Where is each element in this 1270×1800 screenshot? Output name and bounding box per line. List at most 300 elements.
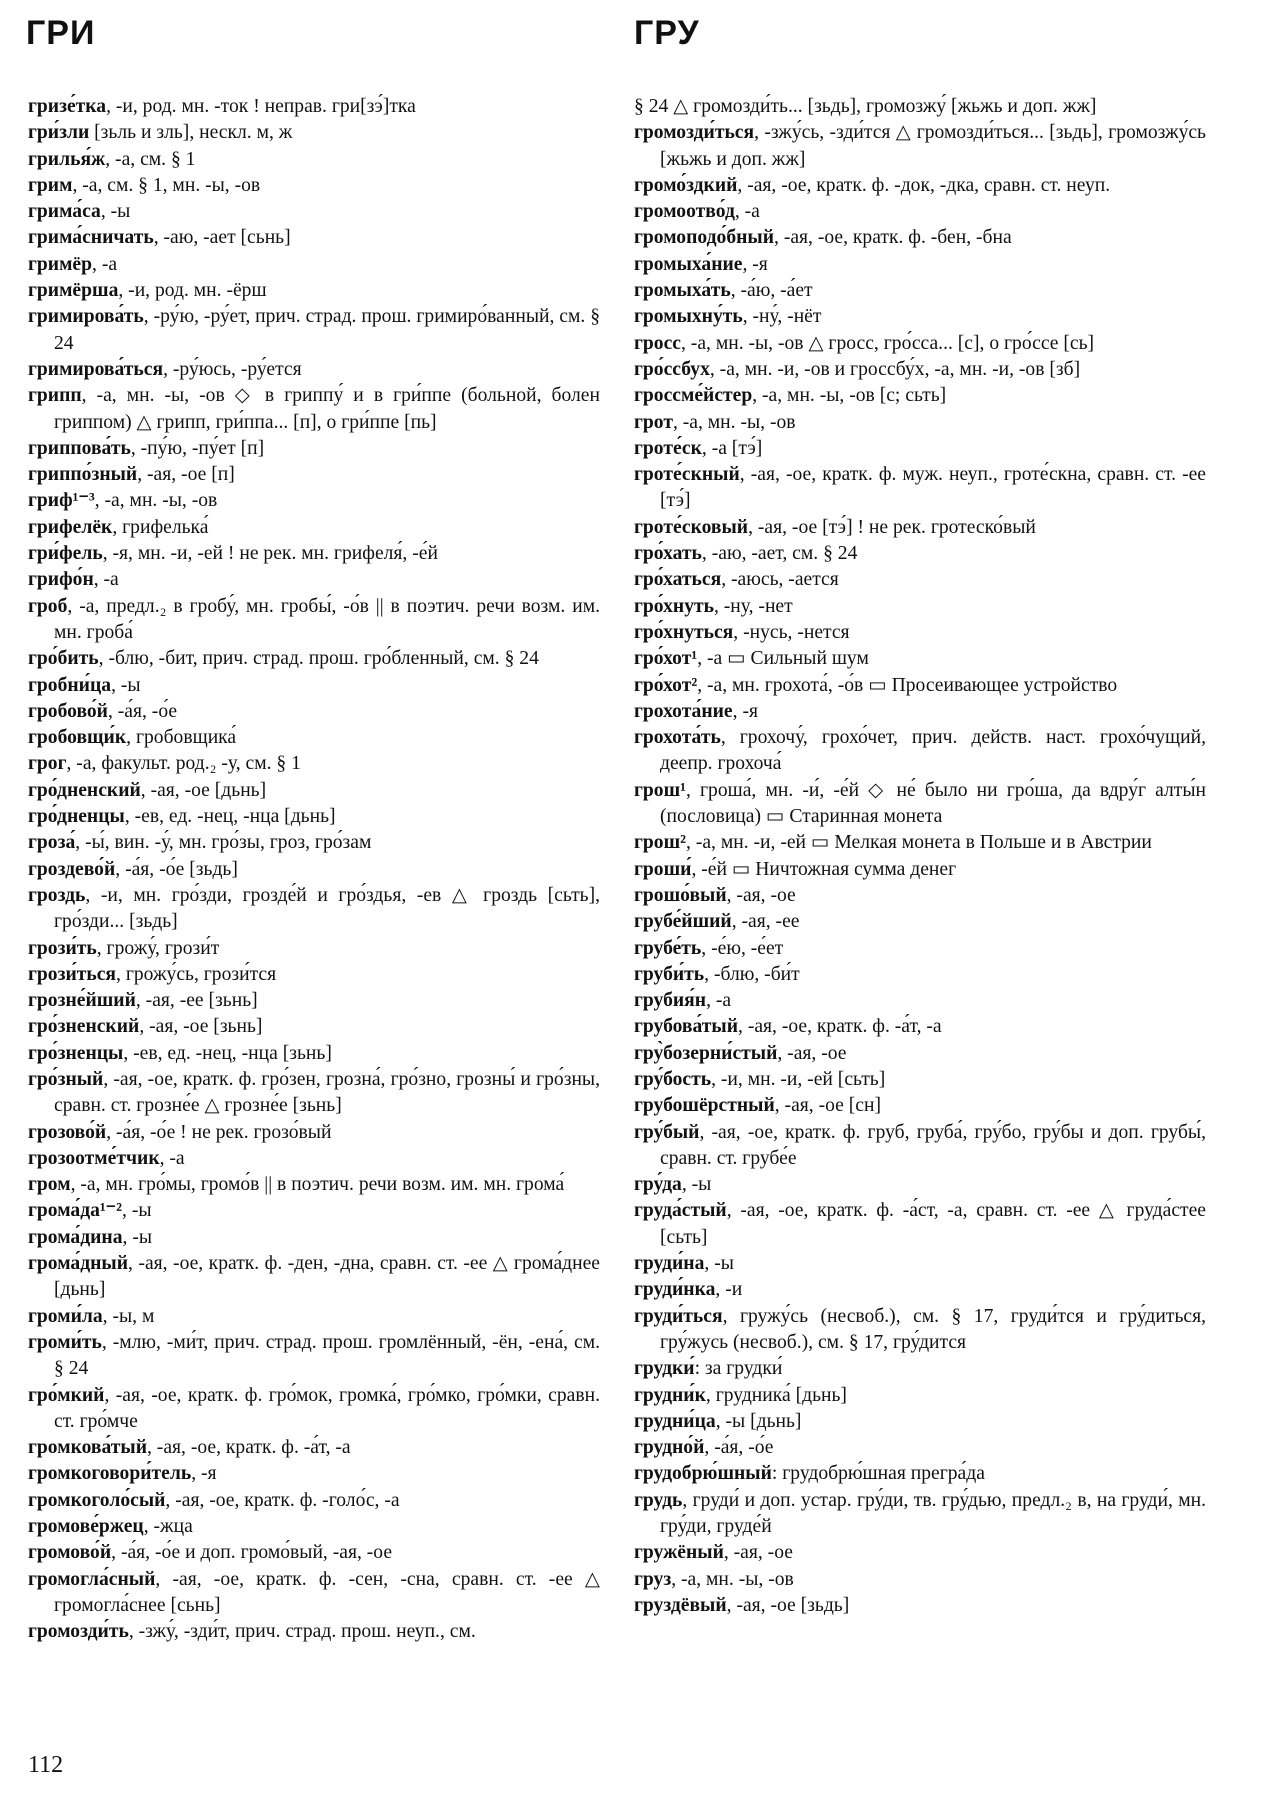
entry-body: , -ая, -ое, кратк. ф. гро́зен, грозна́, гро́зно, грозны́ и гро́зны, сравн. ст. грозне́е △ грозне́е [зьнь] [54, 1068, 600, 1117]
dictionary-entry [28, 199, 600, 225]
entry-body: , -ая, -ое [тэ́] ! не рек. гротеско́вый [748, 516, 1036, 538]
entry-body: , -ы [704, 1253, 734, 1275]
headword: гримирова́ться [28, 358, 164, 380]
headword: гроши́ [634, 858, 692, 880]
dictionary-entry [28, 1488, 600, 1514]
dictionary-entry [634, 1435, 1206, 1461]
dictionary-entry [634, 778, 1206, 831]
dictionary-entry [634, 1409, 1206, 1435]
headword: груздёвый [634, 1594, 727, 1616]
headword: гри́зли [28, 122, 90, 144]
dictionary-entry [634, 936, 1206, 962]
headword: гроте́ск [634, 437, 702, 459]
entry-body: , гружу́сь (несвоб.), см. § 17, груди́тся и гру́диться, гру́жусь (несвоб.), см. § 17, гру́дится [660, 1305, 1206, 1353]
entry-body: , -а [93, 569, 119, 591]
headword: грохота́ние [634, 700, 733, 722]
dictionary-entry [28, 1619, 600, 1645]
entry-body: , -ая, -ее [731, 911, 800, 933]
dictionary-entry [28, 1461, 600, 1487]
entry-body: , -а́я, -о́е и доп. громо́вый, -ая, -ое [111, 1542, 393, 1564]
headword: гро́ссбух [634, 358, 710, 380]
headword: гружёный [634, 1542, 724, 1564]
entry-body: , -ая, -ое, кратк. ф. -а́ст, -а, сравн. ст. -ее △ груда́стее [сьть] [660, 1200, 1206, 1248]
headword: гро́дненский [28, 779, 141, 801]
entry-body: , -ая, -ое [п] [137, 464, 235, 486]
entry-body: , -ая, -ое [723, 1542, 793, 1564]
entry-body: , -и, род. мн. -ёрш [118, 280, 267, 302]
dictionary-entry [634, 857, 1206, 883]
entry-body: , -ру́юсь, -ру́ется [163, 358, 302, 380]
entry-body: , -ая, -ое [777, 1042, 847, 1064]
dictionary-entry [28, 830, 600, 856]
entry-body: , -а́ю, -а́ет [730, 280, 813, 302]
dictionary-entry [28, 357, 600, 383]
headword: грози́ть [28, 937, 97, 959]
entry-body: , гроша́, мн. -и́, -е́й ◇ не́ было ни гро́ша, да вдру́г алты́н (пословица) ▭ Старинная монета [660, 779, 1206, 828]
entry-body: , -ы [111, 674, 141, 696]
dictionary-entry [28, 462, 600, 488]
entry-body: , -а, мн. -ы, -ов [671, 1568, 794, 1590]
entry-body: , -ев, ед. -нец, -нца [дьнь] [124, 806, 336, 828]
entry-body: , -а́я, -о́е [107, 700, 178, 722]
dictionary-entry [634, 962, 1206, 988]
headword: грош² [634, 832, 687, 854]
headword: гроте́сковый [634, 516, 749, 538]
entry-body: , грожу́, грози́т [96, 937, 220, 959]
headword: грудно́й [634, 1437, 705, 1459]
dictionary-entry [634, 699, 1206, 725]
dictionary-entry [634, 278, 1206, 304]
headword: грозне́йший [28, 990, 136, 1012]
dictionary-entry [28, 1146, 600, 1172]
dictionary-entry [28, 1120, 600, 1146]
dictionary-entry [28, 225, 600, 251]
entry-body: , -а́я, -о́е ! не рек. грозо́вый [106, 1121, 332, 1143]
headword: грубия́н [634, 990, 707, 1012]
headword: грубе́ть [634, 937, 702, 959]
dictionary-entry [634, 909, 1206, 935]
dictionary-entry [634, 1172, 1206, 1198]
headword: гризе́тка [28, 96, 107, 117]
headword: грима́са [28, 201, 101, 223]
headword: громыха́ть [634, 280, 731, 302]
headword: грозово́й [28, 1121, 107, 1143]
entry-body: [зьль и зль], нескл. м, ж [89, 122, 293, 144]
dictionary-entry [28, 1225, 600, 1251]
headword: гро́дненцы [28, 806, 125, 828]
headword: грилья́ж [28, 148, 106, 170]
entry-body: , -а, см. § 1, мн. -ы, -ов [72, 174, 261, 196]
running-head-left: ГРИ [26, 14, 96, 52]
entry-body: , -ая, -ое [зьдь] [726, 1594, 850, 1616]
headword: громи́ла [28, 1305, 103, 1327]
entry-body: , -ая, -ое, кратк. ф. гро́мок, громка́, гро́мко, гро́мки, сравн. ст. гро́мче [54, 1384, 600, 1432]
entry-body: , -и [715, 1279, 743, 1301]
entry-body: , -ну́, -нёт [742, 306, 822, 328]
entry-body: , -ая, -ое, кратк. ф. -ден, -дна, сравн. ст. -ее △ грома́днее [дьнь] [54, 1253, 600, 1301]
headword: гробни́ца [28, 674, 112, 696]
dictionary-entry [28, 936, 600, 962]
entry-body: , -а, факульт. род.₂ -у, см. § 1 [66, 753, 301, 775]
headword: груди́ться [634, 1305, 723, 1327]
dictionary-entry [634, 1540, 1206, 1566]
dictionary-entry [634, 1304, 1206, 1357]
entry-body: , -ая, -ее [зьнь] [135, 990, 258, 1012]
headword: громове́ржец [28, 1516, 144, 1538]
headword: грим [28, 174, 73, 196]
dictionary-entry [634, 1461, 1206, 1487]
headword: грог [28, 753, 67, 775]
entry-body: , -блю, -би́т [704, 963, 800, 985]
entry-body: , -жца [143, 1516, 193, 1538]
entry-body: , -а, см. § 1 [105, 148, 196, 170]
dictionary-entry [634, 252, 1206, 278]
dictionary-entry [28, 751, 600, 777]
entry-body: , -ы [дьнь] [715, 1410, 802, 1432]
headword: грудни́к [634, 1384, 706, 1406]
dictionary-entry [634, 883, 1206, 909]
headword: гро́хнуть [634, 595, 714, 617]
headword: гру́да [634, 1174, 682, 1196]
headword: громкоголо́сый [28, 1489, 166, 1511]
headword: гробовщи́к [28, 727, 127, 749]
dictionary-entry [634, 225, 1206, 251]
headword: груди́нка [634, 1279, 716, 1301]
headword: гриф¹⁻³ [28, 490, 95, 512]
entry-body: , -ы, м [102, 1305, 155, 1327]
entry-body: : за грудки́ [694, 1358, 783, 1380]
headword: грома́да¹⁻² [28, 1200, 123, 1222]
dictionary-entry [28, 1514, 600, 1540]
dictionary-entry [634, 594, 1206, 620]
dictionary-entry [28, 383, 600, 436]
headword: гриппо́зный [28, 464, 138, 486]
entry-body: , -а, мн. -ы, -ов [с; сьть] [752, 385, 947, 407]
headword: гру̀бозерни́стый [634, 1042, 778, 1064]
headword: грози́ться [28, 963, 117, 985]
dictionary-entry [634, 1120, 1206, 1173]
headword: грошо́вый [634, 884, 727, 906]
entry-body: , -аю, -ает [сьнь] [153, 227, 291, 249]
dictionary-entry [28, 1041, 600, 1067]
headword: гро́хот² [634, 674, 698, 696]
dictionary-entry [28, 883, 600, 936]
entry-body: , -ы́, вин. -у́, мн. гро́зы, гроз, гро́зам [75, 832, 372, 854]
dictionary-entry [28, 1330, 600, 1383]
headword: гро́мкий [28, 1384, 105, 1406]
headword: грохота́ть [634, 727, 721, 749]
headword: гроссме́йстер [634, 385, 753, 407]
entry-body: , -ая, -ое, кратк. ф. -а́т, -а [147, 1437, 351, 1459]
headword: громозди́ть [28, 1621, 129, 1643]
dictionary-entry [634, 1383, 1206, 1409]
left-column [28, 94, 600, 1646]
headword: грипп [28, 385, 82, 407]
dictionary-entry [634, 620, 1206, 646]
dictionary-entry [634, 1198, 1206, 1251]
headword: гри́фель [28, 543, 103, 565]
dictionary-entry [28, 173, 600, 199]
dictionary-entry [28, 147, 600, 173]
entry-body: , -а, мн. грохота́, -о́в ▭ Просеивающее устройство [697, 674, 1118, 696]
entry-body: , -ая, -ое [сн] [774, 1095, 881, 1117]
dictionary-entry [28, 1172, 600, 1198]
entry-body: , -ы [100, 201, 131, 223]
dictionary-entry [634, 515, 1206, 541]
entry-body: , гробовщика́ [126, 727, 237, 749]
dictionary-entry [634, 646, 1206, 672]
entry-body: , -я [742, 253, 768, 275]
entry-body: , -а, мн. -ы, -ов [94, 490, 218, 512]
headword: гробово́й [28, 700, 108, 722]
dictionary-entry [28, 1304, 600, 1330]
headword: гро́хаться [634, 569, 722, 591]
entry-body: , -и, мн. гро́зди, грозде́й и гро́здья, -ев △ гроздь [сьть], гро́зди... [зьдь] [54, 884, 600, 933]
dictionary-entry [634, 1093, 1206, 1119]
dictionary-entry [28, 594, 600, 647]
dictionary-entry [28, 699, 600, 725]
entry-body: , -ая, -ое [726, 884, 796, 906]
dictionary-entry [28, 646, 600, 672]
dictionary-entry [28, 1567, 600, 1620]
entry-body: , -я [732, 700, 758, 722]
dictionary-entry [28, 804, 600, 830]
entry-body: , -а, мн. -ы, -ов ◇ в гриппу́ и в гри́ппе (больной, болен гриппом) △ грипп, гри́ппа... [п], о гри́ппе [пь] [54, 385, 600, 433]
entry-body: , -ая, -ое [дьнь] [140, 779, 267, 801]
headword: грифо́н [28, 569, 94, 591]
entry-body: , -зжу́, -зди́т, прич. страд. прош. неуп., см. [128, 1621, 476, 1643]
dictionary-entry [634, 410, 1206, 436]
headword: громкоговори́тель [28, 1463, 192, 1485]
dictionary-entry [634, 1567, 1206, 1593]
entry-body: , -пу́ю, -пу́ет [п] [130, 437, 265, 459]
entry-body: , -а́я, -о́е [зьдь] [115, 858, 238, 880]
headword: гро́зненцы [28, 1042, 124, 1064]
entry-body: , -я, мн. -и, -ей ! не рек. мн. грифеля́, -е́й [102, 543, 438, 565]
headword: громоподо́бный [634, 227, 775, 249]
headword: гроздь [28, 884, 86, 906]
headword: громыха́ние [634, 253, 743, 275]
headword: грозоотме́тчик [28, 1147, 160, 1169]
dictionary-entry [634, 725, 1206, 778]
entry-body: , -а, мн. -ы, -ов △ гросс, гро́сса... [с], о гро́ссе [сь] [681, 332, 1095, 354]
headword: гроте́скный [634, 464, 740, 486]
entry-body: , -ая, -ое, кратк. ф. муж. неуп., гроте́скна, сравн. ст. -ее [тэ́] [660, 464, 1206, 512]
entry-body: : грудобрю́шная прегра́да [771, 1463, 985, 1485]
headword: громоотво́д [634, 201, 735, 223]
headword: гру́бость [634, 1068, 712, 1090]
entry-body: , -и, род. мн. -ток ! неправ. гри[зэ́]тка [106, 96, 416, 117]
headword: грубе́йший [634, 911, 732, 933]
entry-body: , -ы [122, 1226, 153, 1248]
headword: гром [28, 1174, 71, 1196]
headword: гримирова́ть [28, 306, 144, 328]
dictionary-entry [634, 988, 1206, 1014]
headword: гро́хнуться [634, 621, 734, 643]
entry-body: , -аюсь, -ается [721, 569, 839, 591]
dictionary-entry [634, 462, 1206, 515]
entry-body: , -а [тэ́] [701, 437, 763, 459]
entry-body: , -ая, -ое, кратк. ф. -голо́с, -а [165, 1489, 400, 1511]
entry-body: , -а, мн. -и, -ей ▭ Мелкая монета в Польше и в Австрии [686, 832, 1152, 854]
dictionary-entry [28, 673, 600, 699]
headword: гримёрша [28, 280, 119, 302]
entry-body: , -млю, -ми́т, прич. страд. прош. громлённый, -ён, -ена́, см. § 24 [54, 1331, 600, 1380]
dictionary-entry [634, 673, 1206, 699]
dictionary-entry [634, 567, 1206, 593]
dictionary-entry [634, 1041, 1206, 1067]
dictionary-entry [634, 199, 1206, 225]
dictionary-entry [28, 1014, 600, 1040]
dictionary-entry [28, 515, 600, 541]
headword: гро́бить [28, 648, 99, 670]
entry-body: , -а, мн. гро́мы, громо́в || в поэтич. речи возм. им. мн. грома́ [70, 1174, 565, 1196]
entry-body: , -нусь, -нется [733, 621, 850, 643]
entry-body: , -блю, -бит, прич. страд. прош. гро́бленный, см. § 24 [98, 648, 539, 670]
dictionary-entry [28, 252, 600, 278]
entry-body: , -аю, -ает, см. § 24 [701, 543, 858, 565]
dictionary-entry [634, 1277, 1206, 1303]
dictionary-entry [28, 1251, 600, 1304]
headword: гро́хот¹ [634, 648, 698, 670]
dictionary-entry [28, 567, 600, 593]
headword: груби́ть [634, 963, 705, 985]
entry-body: , -ая, -ое, кратк. ф. -сен, -сна, сравн. ст. -ее △ громогла́снее [сьнь] [54, 1568, 600, 1616]
entry-body: , -а, мн. -ы, -ов [672, 411, 796, 433]
entry-body: , груди́ и доп. устар. гру́ди, тв. гру́дью, предл.₂ в, на груди́, мн. гру́ди, груде́й [660, 1489, 1206, 1538]
entry-body: , -ая, -ое [зьнь] [139, 1016, 263, 1038]
headword: грома́дный [28, 1253, 129, 1275]
headword: грома́дина [28, 1226, 123, 1248]
headword: громогла́сный [28, 1568, 156, 1590]
headword: гро́зненский [28, 1016, 140, 1038]
entry-body: , грифелька́ [112, 516, 209, 538]
entry-body: , -ая, -ое, кратк. ф. -док, -дка, сравн. ст. неуп. [737, 174, 1111, 196]
entry-body: , -а ▭ Сильный шум [697, 648, 869, 670]
headword: громо́здкий [634, 174, 738, 196]
entry-body: , -а, предл.₂ в гробу́, мн. гробы́, -о́в || в поэтич. речи возм. им. мн. гроба́ [54, 595, 600, 643]
entry-body: , -и, мн. -и, -ей [сьть] [711, 1068, 886, 1090]
headword: грубова́тый [634, 1016, 739, 1038]
dictionary-entry [634, 1067, 1206, 1093]
headword: громозди́ться [634, 122, 755, 144]
dictionary-entry [634, 304, 1206, 330]
dictionary-entry [634, 1488, 1206, 1541]
entry-body: , -ы [122, 1200, 152, 1222]
headword: грима́сничать [28, 227, 154, 249]
dictionary-entry [28, 304, 600, 357]
entry-body: , -е́ю, -е́ет [701, 937, 784, 959]
dictionary-entry [634, 1356, 1206, 1382]
entry-body: , -ну, -нет [713, 595, 793, 617]
headword: грудни́ца [634, 1410, 716, 1432]
dictionary-entry [28, 1540, 600, 1566]
entry-body: , грожу́сь, грози́тся [116, 963, 277, 985]
dictionary-entry [28, 541, 600, 567]
headword: гриппова́ть [28, 437, 131, 459]
dictionary-entry [28, 778, 600, 804]
dictionary-entry [634, 1251, 1206, 1277]
headword: грифелёк [28, 516, 113, 538]
dictionary-entry [28, 1067, 600, 1120]
entry-body: , -ая, -ое, кратк. ф. груб, груба́, гру́бо, гру́бы и доп. грубы́, сравн. ст. грубе́е [660, 1121, 1206, 1169]
entry-body: , -ру́ю, -ру́ет, прич. страд. прош. гримиро́ванный, см. § 24 [54, 306, 600, 354]
headword: грудь [634, 1489, 683, 1511]
headword: гроздево́й [28, 858, 116, 880]
dictionary-entry [28, 278, 600, 304]
dictionary-entry [28, 988, 600, 1014]
headword: грош¹ [634, 779, 687, 801]
headword: гросс [634, 332, 681, 354]
dictionary-entry [28, 1198, 600, 1224]
dictionary-entry [634, 120, 1206, 173]
dictionary-entry [28, 1383, 600, 1436]
entry-body: , -ая, -ое, кратк. ф. -а́т, -а [738, 1016, 942, 1038]
entry-body: , -а [734, 201, 760, 223]
dictionary-entry [634, 94, 1206, 120]
running-head-right: ГРУ [634, 14, 700, 52]
dictionary-entry [28, 857, 600, 883]
headword: гро́зный [28, 1068, 104, 1090]
entry-body: , -ы [681, 1174, 712, 1196]
entry-body: § 24 △ громозди́ть... [зьдь], громозжу́ [жьжь и доп. жж] [634, 96, 1097, 117]
headword: гримёр [28, 253, 93, 275]
entry-body: , -а, мн. -и, -ов и гроссбу́х, -а, мн. -и, -ов [зб] [709, 358, 1081, 380]
entry-body: , -а́я, -о́е [704, 1437, 774, 1459]
headword: гроб [28, 595, 68, 617]
dictionary-entry [634, 1593, 1206, 1619]
headword: гро́хать [634, 543, 702, 565]
entry-body: , -ев, ед. -нец, -нца [зьнь] [123, 1042, 332, 1064]
headword: груз [634, 1568, 672, 1590]
headword: громкова́тый [28, 1437, 147, 1459]
entry-body: , -а [706, 990, 732, 1012]
dictionary-entry [634, 830, 1206, 856]
headword: громово́й [28, 1542, 112, 1564]
dictionary-entry [634, 331, 1206, 357]
entry-body: , -е́й ▭ Ничтожная сумма денег [691, 858, 957, 880]
headword: грубошёрстный [634, 1095, 775, 1117]
entry-body: , -ая, -ое, кратк. ф. -бен, -бна [774, 227, 1012, 249]
entry-body: , -я [191, 1463, 217, 1485]
page-number: 112 [28, 1752, 64, 1778]
headword: грудобрю́шный [634, 1463, 772, 1485]
dictionary-entry [28, 436, 600, 462]
entry-body: , -зжу́сь, -зди́тся △ громозди́ться... [зьдь], громозжу́сь [жьжь и доп. жж] [660, 122, 1206, 170]
dictionary-entry [28, 725, 600, 751]
dictionary-entry [28, 488, 600, 514]
headword: грудки́ [634, 1358, 695, 1380]
right-column [634, 94, 1206, 1619]
dictionary-entry [28, 1435, 600, 1461]
dictionary-entry [634, 173, 1206, 199]
entry-body: , грохочу́, грохо́чет, прич. действ. наст. грохо́чущий, деепр. грохоча́ [660, 727, 1206, 775]
headword: гроза́ [28, 832, 76, 854]
headword: гру́бый [634, 1121, 700, 1143]
entry-body: , -а [159, 1147, 185, 1169]
headword: громыхну́ть [634, 306, 743, 328]
dictionary-entry [634, 436, 1206, 462]
headword: груди́на [634, 1253, 705, 1275]
entry-body: , грудника́ [дьнь] [705, 1384, 847, 1406]
dictionary-entry [28, 962, 600, 988]
dictionary-entry [634, 383, 1206, 409]
entry-body: , -а [92, 253, 118, 275]
dictionary-entry [634, 357, 1206, 383]
dictionary-entry [634, 541, 1206, 567]
dictionary-entry [28, 94, 600, 120]
headword: грот [634, 411, 673, 433]
